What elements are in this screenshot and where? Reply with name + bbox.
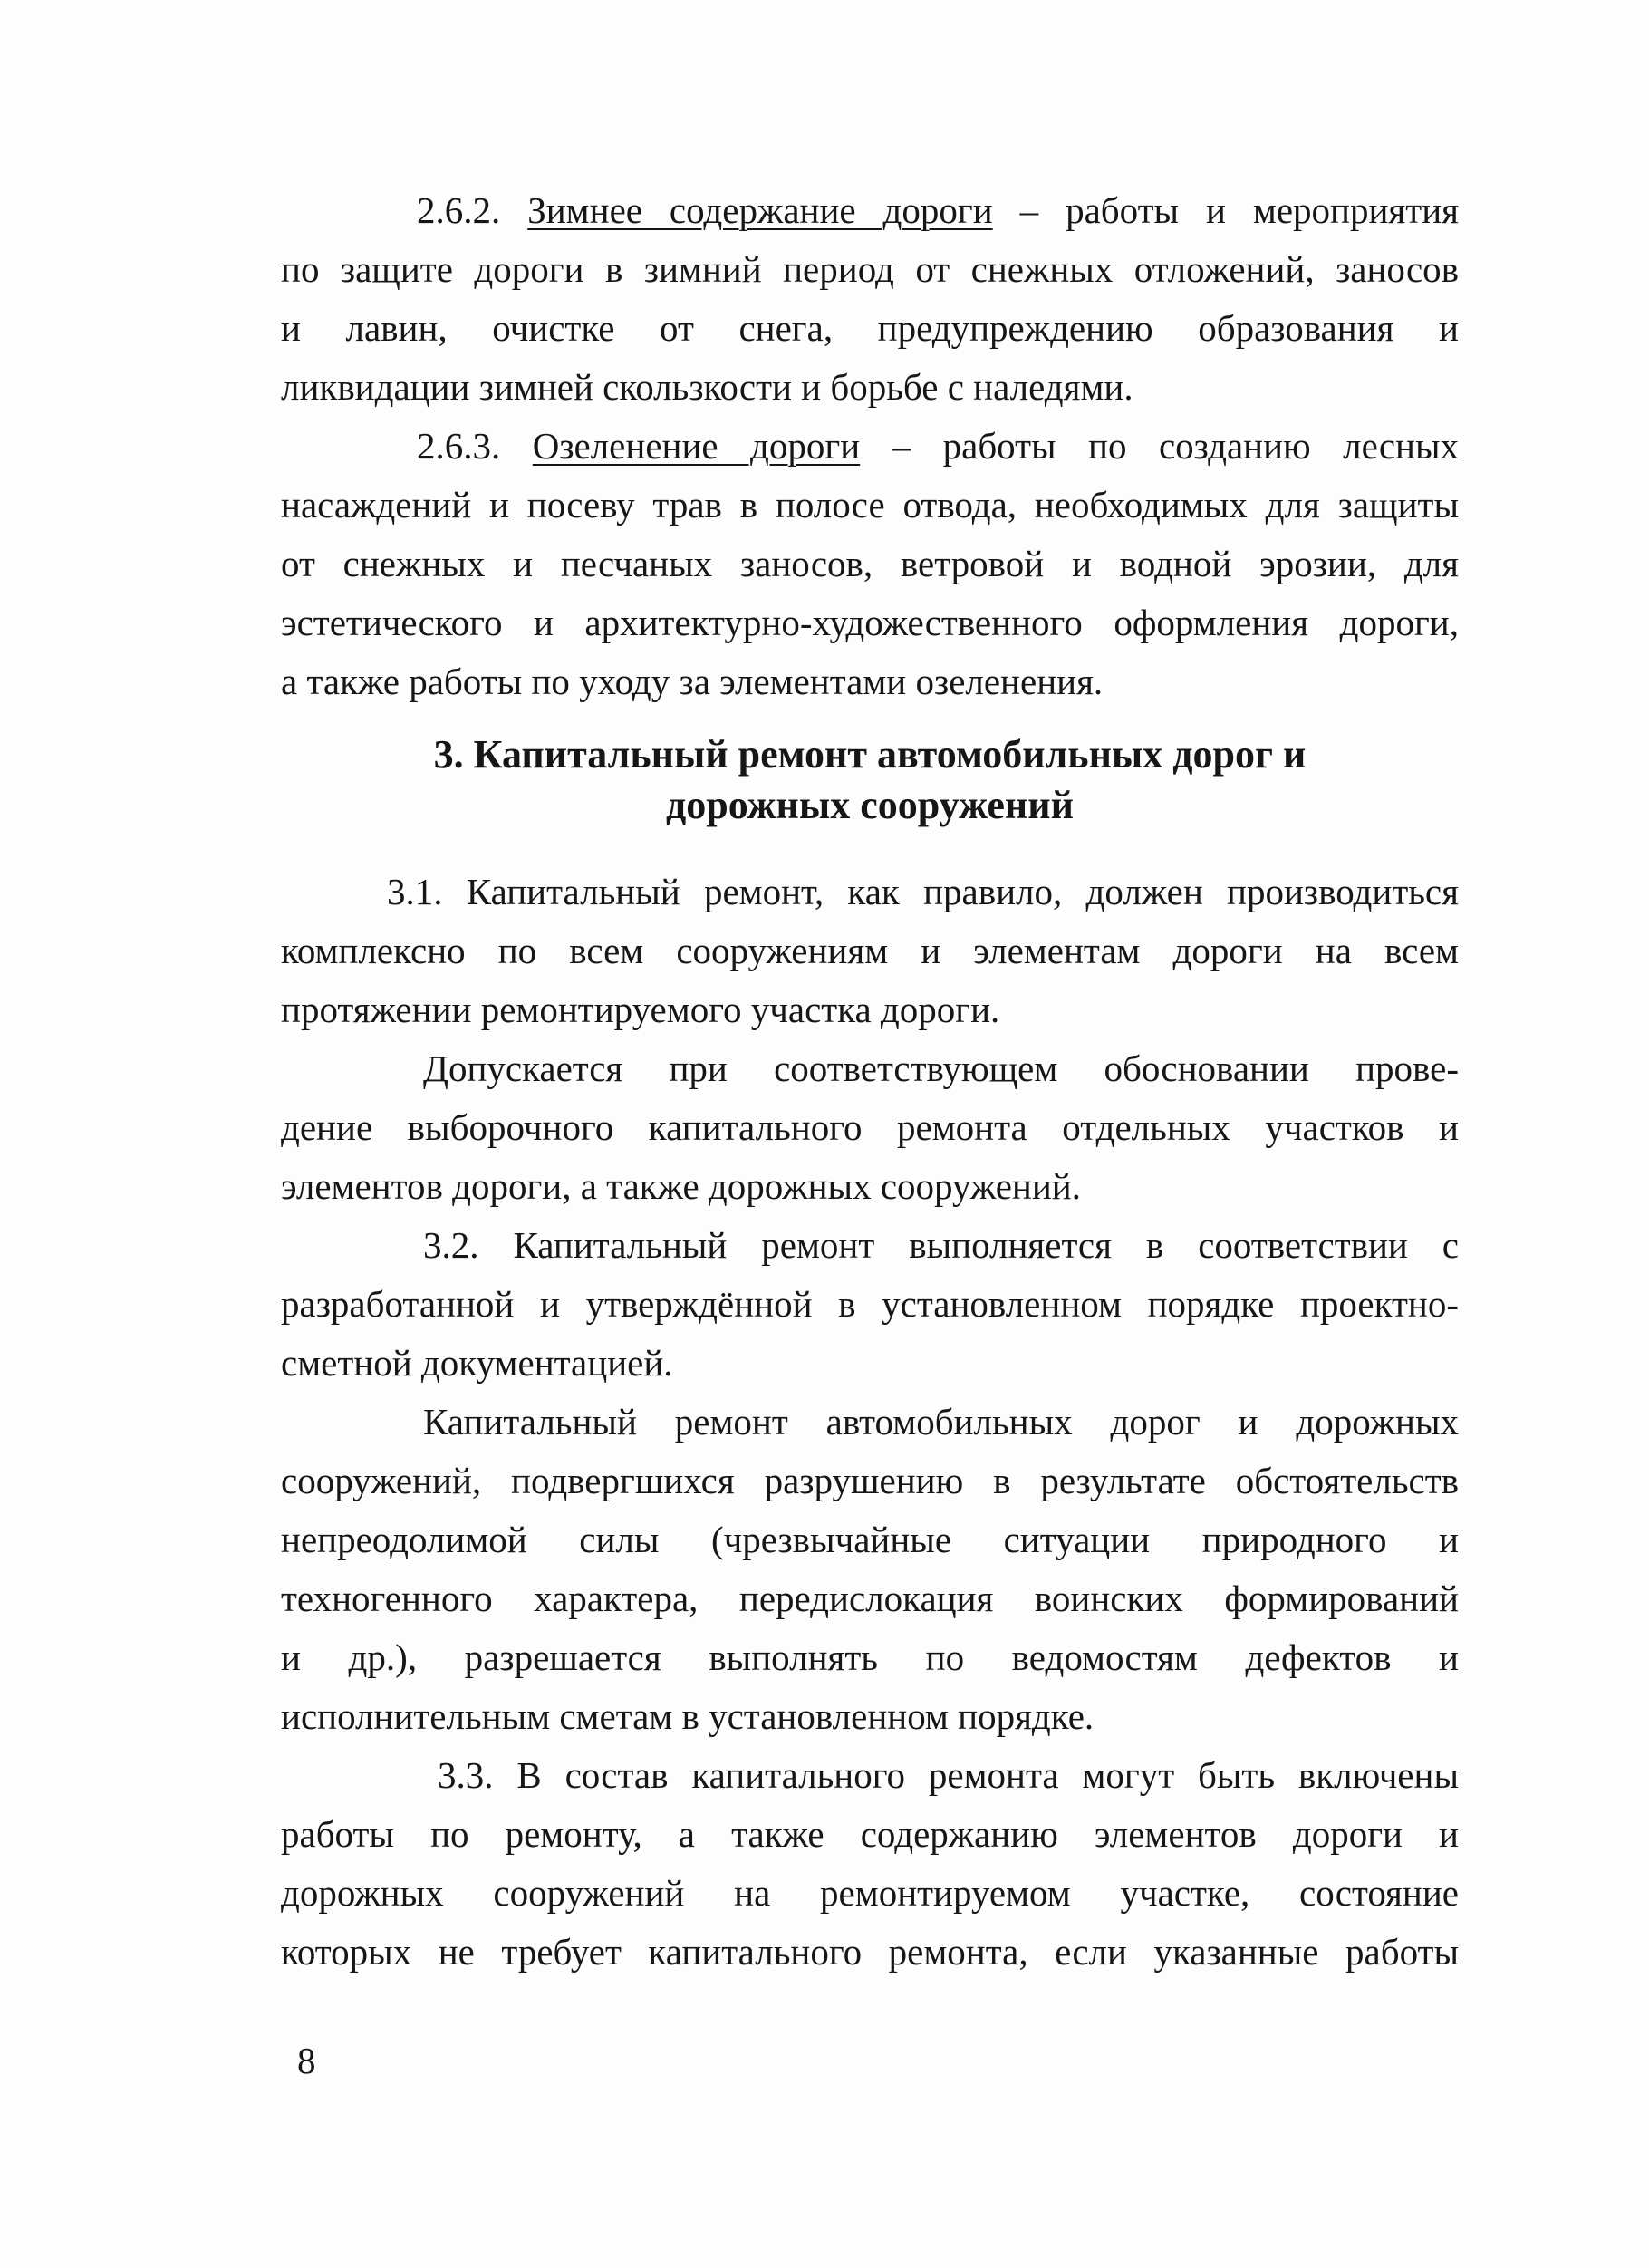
paragraph-line: ликвидации зимней скользкости и борьбе с наледями. (281, 366, 1133, 408)
line-text: – работы и мероприятия (1019, 189, 1460, 231)
paragraph-line: комплексно по всем сооружениям и элементам дороги на всем (281, 930, 1459, 971)
paragraph-line: 3.3. В состав капитального ремонта могут быть включены (438, 1754, 1459, 1796)
paragraph-line: разработанной и утверждённой в установленном порядке проектно- (281, 1283, 1459, 1325)
paragraph-line: протяжении ремонтируемого участка дороги. (281, 989, 1000, 1030)
paragraph-line: эстетического и архитектурно-художественного оформления дороги, (281, 602, 1459, 643)
paragraph-line (281, 417, 1459, 476)
paragraph-line: по защите дороги в зимний период от снежных отложений, заносов (281, 248, 1459, 290)
paragraph-line: сооружений, подвергшихся разрушению в результате обстоятельств (281, 1460, 1459, 1501)
clause-number: 2.6.3. (417, 425, 501, 467)
paragraph-2-6-2 (281, 181, 1459, 417)
paragraph-line: работы по ремонту, а также содержанию элементов дороги и (281, 1813, 1459, 1855)
paragraph-line: насаждений и посеву трав в полосе отвода, необходимых для защиты (281, 484, 1459, 526)
paragraph-line: а также работы по уходу за элементами озеленения. (281, 661, 1104, 702)
paragraph-line: Допускается при соответствующем обосновании прове- (423, 1047, 1459, 1089)
paragraph-3-1-continued (281, 1039, 1459, 1216)
paragraph-line: дение выборочного капитального ремонта отдельных участков и (281, 1106, 1459, 1148)
paragraph-line: и лавин, очистке от снега, предупреждению образования и (281, 307, 1459, 349)
paragraph-3-1 (281, 863, 1459, 1039)
paragraph-line: которых не требует капитального ремонта, если указанные работы (281, 1931, 1459, 1973)
paragraph-line: техногенного характера, передислокация воинских формирований (281, 1578, 1459, 1619)
paragraph-line: дорожных сооружений на ремонтируемом участке, состояние (281, 1872, 1459, 1914)
paragraph-line: элементов дороги, а также дорожных сооружений. (281, 1165, 1082, 1207)
paragraph-line (281, 181, 1459, 240)
defined-term: Зимнее содержание дороги (527, 189, 993, 231)
paragraph-line: от снежных и песчаных заносов, ветровой и водной эрозии, для (281, 543, 1459, 584)
section-heading-line: дорожных сооружений (666, 783, 1074, 827)
paragraph-3-2-continued (281, 1393, 1459, 1746)
paragraph-2-6-3 (281, 417, 1459, 711)
body-text (281, 181, 1459, 1982)
line-text: – работы по созданию лесных (892, 425, 1460, 467)
paragraph-line: исполнительным сметам в установленном порядке. (281, 1695, 1095, 1737)
defined-term: Озеленение дороги (532, 425, 861, 467)
paragraph-line: 3.1. Капитальный ремонт, как правило, должен производиться (387, 871, 1459, 912)
paragraph-line: сметной документацией. (281, 1342, 673, 1384)
paragraph-line: непреодолимой силы (чрезвычайные ситуации природного и (281, 1519, 1459, 1560)
section-heading (281, 729, 1459, 831)
paragraph-3-3 (281, 1746, 1459, 1982)
paragraph-line: Капитальный ремонт автомобильных дорог и дорожных (423, 1401, 1459, 1443)
page-number: 8 (297, 2040, 316, 2081)
section-heading-line: 3. Капитальный ремонт автомобильных дорог и (433, 732, 1307, 777)
clause-number: 2.6.2. (417, 189, 501, 231)
paragraph-line: и др.), разрешается выполнять по ведомостям дефектов и (281, 1636, 1459, 1678)
paragraph-line: 3.2. Капитальный ремонт выполняется в соответствии с (423, 1224, 1459, 1266)
paragraph-3-2 (281, 1216, 1459, 1393)
